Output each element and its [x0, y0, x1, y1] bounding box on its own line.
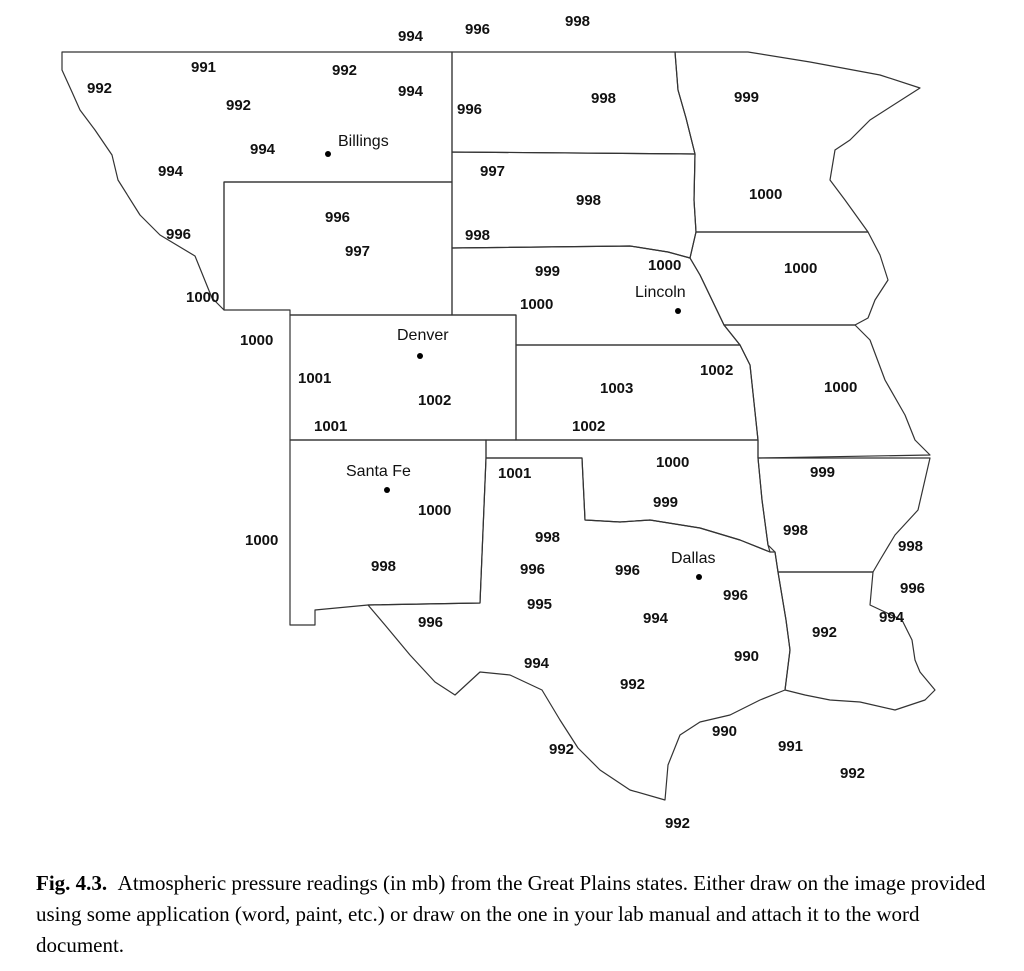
reading-label: 990: [712, 723, 738, 740]
reading-label: 999: [535, 263, 561, 280]
reading-label: 994: [398, 28, 424, 45]
reading-label: 996: [520, 561, 546, 578]
city-label-lincoln: Lincoln: [635, 284, 686, 301]
reading-label: 996: [418, 614, 444, 631]
reading-label: 1000: [245, 532, 279, 549]
figure-label: Fig. 4.3.: [36, 871, 108, 895]
reading-label: 1000: [784, 260, 818, 277]
reading-label: 996: [457, 101, 483, 118]
reading-label: 994: [524, 655, 550, 672]
billings-marker-icon: [325, 151, 331, 157]
nebraska-outline: [452, 246, 740, 345]
reading-label: 998: [465, 227, 491, 244]
reading-label: 1000: [240, 332, 274, 349]
reading-label: 1001: [498, 465, 532, 482]
denver-marker-icon: [417, 353, 423, 359]
reading-label: 1000: [648, 257, 682, 274]
reading-label: 1000: [418, 502, 452, 519]
city-label-santa-fe: Santa Fe: [346, 463, 411, 480]
reading-label: 997: [480, 163, 506, 180]
reading-label: 996: [465, 21, 491, 38]
reading-label: 1002: [572, 418, 606, 435]
minnesota-outline: [675, 52, 920, 232]
reading-label: 1002: [418, 392, 452, 409]
reading-label: 999: [734, 89, 760, 106]
reading-label: 1003: [600, 380, 634, 397]
reading-label: 998: [371, 558, 397, 575]
reading-label: 992: [840, 765, 866, 782]
reading-label: 996: [615, 562, 641, 579]
reading-label: 996: [900, 580, 926, 597]
reading-label: 998: [898, 538, 924, 555]
reading-label: 1001: [314, 418, 348, 435]
iowa-outline: [690, 232, 888, 325]
reading-label: 998: [565, 13, 591, 30]
lincoln-marker-icon: [675, 308, 681, 314]
reading-label: 991: [778, 738, 804, 755]
reading-label: 1000: [824, 379, 858, 396]
city-label-denver: Denver: [397, 327, 449, 344]
caption-text: Atmospheric pressure readings (in mb) from the Great Plains states. Either draw on the image provided using some application (word, paint, etc.) or draw on the one in your lab manual and attach it to the word document.: [36, 871, 986, 957]
reading-label: 994: [398, 83, 424, 100]
reading-label: 992: [620, 676, 646, 693]
reading-label: 997: [345, 243, 371, 260]
reading-label: 998: [591, 90, 617, 107]
figure-caption: [36, 868, 986, 961]
reading-label: 1000: [749, 186, 783, 203]
reading-label: 994: [250, 141, 276, 158]
reading-label: 992: [812, 624, 838, 641]
reading-label: 999: [810, 464, 836, 481]
reading-label: 995: [527, 596, 553, 613]
reading-label: 1000: [656, 454, 690, 471]
reading-label: 992: [332, 62, 358, 79]
reading-label: 996: [166, 226, 192, 243]
dallas-marker-icon: [696, 574, 702, 580]
reading-label: 1001: [298, 370, 332, 387]
reading-label: 998: [783, 522, 809, 539]
reading-label: 992: [665, 815, 691, 832]
reading-label: 996: [723, 587, 749, 604]
reading-label: 992: [226, 97, 252, 114]
reading-label: 1000: [186, 289, 220, 306]
reading-label: 999: [653, 494, 679, 511]
oklahoma-outline: [486, 440, 770, 552]
reading-label: 992: [87, 80, 113, 97]
reading-label: 998: [535, 529, 561, 546]
city-label-billings: Billings: [338, 133, 389, 150]
pressure-readings: [87, 13, 925, 832]
reading-label: 1002: [700, 362, 734, 379]
reading-label: 992: [549, 741, 575, 758]
reading-label: 994: [158, 163, 184, 180]
santa-fe-marker-icon: [384, 487, 390, 493]
reading-label: 996: [325, 209, 351, 226]
north-dakota-outline: [452, 52, 695, 154]
reading-label: 998: [576, 192, 602, 209]
reading-label: 994: [879, 609, 905, 626]
cities: [325, 133, 715, 580]
kansas-outline: [516, 345, 758, 440]
reading-label: 990: [734, 648, 760, 665]
reading-label: 991: [191, 59, 217, 76]
montana-outline: [62, 52, 452, 310]
reading-label: 1000: [520, 296, 554, 313]
reading-label: 994: [643, 610, 669, 627]
city-label-dallas: Dallas: [671, 550, 716, 567]
wyoming-outline: [224, 182, 452, 315]
